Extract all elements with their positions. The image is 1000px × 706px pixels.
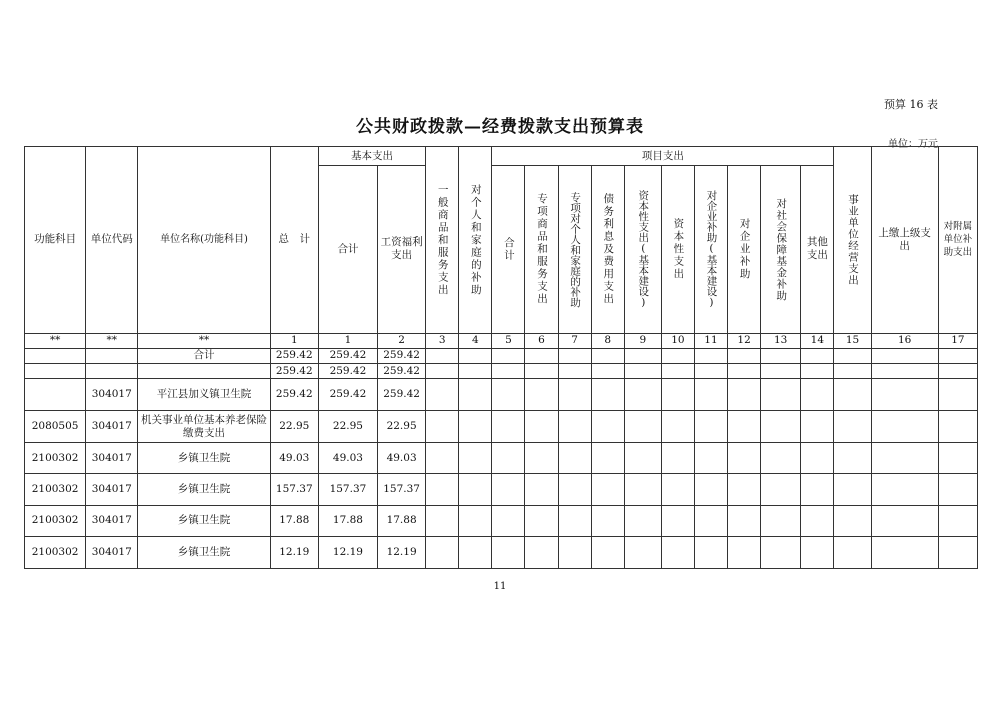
basic-sum-cell: 259.42 xyxy=(318,348,377,363)
index-cell: ** xyxy=(25,333,86,348)
index-cell: 1 xyxy=(318,333,377,348)
func-cell: 2100302 xyxy=(25,505,86,536)
index-cell: 9 xyxy=(624,333,661,348)
table-row xyxy=(25,348,978,363)
header-basic-sum: 合计 xyxy=(318,166,377,334)
table-row xyxy=(25,536,978,568)
budget-table xyxy=(24,146,978,569)
basic-sum-cell: 17.88 xyxy=(318,505,377,536)
index-cell: ** xyxy=(138,333,270,348)
index-row xyxy=(25,333,978,348)
total-cell: 22.95 xyxy=(270,411,318,443)
index-cell: 4 xyxy=(459,333,492,348)
wage-cell: 259.42 xyxy=(378,363,426,378)
index-cell: 10 xyxy=(661,333,694,348)
code-cell xyxy=(86,348,138,363)
header-personal-subsidy: 对个人和家庭的补助 xyxy=(459,147,492,334)
basic-sum-cell: 22.95 xyxy=(318,411,377,443)
header-enterprise: 对企业补助 xyxy=(728,166,761,334)
wage-cell: 22.95 xyxy=(378,411,426,443)
total-cell: 157.37 xyxy=(270,474,318,505)
index-cell: 12 xyxy=(728,333,761,348)
header-unit-name: 单位名称(功能科目) xyxy=(138,147,270,334)
func-cell: 2100302 xyxy=(25,536,86,568)
wage-cell: 259.42 xyxy=(378,379,426,411)
wage-cell: 157.37 xyxy=(378,474,426,505)
index-cell: 2 xyxy=(378,333,426,348)
code-cell: 304017 xyxy=(86,474,138,505)
func-cell: 2100302 xyxy=(25,474,86,505)
name-cell xyxy=(138,363,270,378)
wage-cell: 49.03 xyxy=(378,443,426,474)
table-row xyxy=(25,443,978,474)
name-cell: 平江县加义镇卫生院 xyxy=(138,379,270,411)
wage-cell: 17.88 xyxy=(378,505,426,536)
table-row xyxy=(25,474,978,505)
name-cell: 乡镇卫生院 xyxy=(138,536,270,568)
name-cell: 乡镇卫生院 xyxy=(138,474,270,505)
basic-sum-cell: 259.42 xyxy=(318,379,377,411)
code-cell: 304017 xyxy=(86,379,138,411)
header-special-goods: 专项商品和服务支出 xyxy=(525,166,558,334)
index-cell: 17 xyxy=(938,333,977,348)
header-capital: 资本性支出 xyxy=(661,166,694,334)
header-enterprise-basic: 对企业补助(基本建设) xyxy=(694,166,727,334)
header-other: 其他支出 xyxy=(801,166,834,334)
table-row xyxy=(25,379,978,411)
index-cell: 3 xyxy=(426,333,459,348)
func-cell xyxy=(25,379,86,411)
header-special-personal: 专项对个人和家庭的补助 xyxy=(558,166,591,334)
basic-sum-cell: 49.03 xyxy=(318,443,377,474)
header-general-goods: 一般商品和服务支出 xyxy=(426,147,459,334)
func-cell: 2100302 xyxy=(25,443,86,474)
total-cell: 259.42 xyxy=(270,348,318,363)
index-cell: 6 xyxy=(525,333,558,348)
func-cell xyxy=(25,363,86,378)
name-cell: 机关事业单位基本养老保险缴费支出 xyxy=(138,411,270,443)
name-cell: 乡镇卫生院 xyxy=(138,443,270,474)
header-debt-interest: 债务利息及费用支出 xyxy=(591,166,624,334)
index-cell: 5 xyxy=(492,333,525,348)
header-affiliate: 对附属单位补助支出 xyxy=(938,147,977,334)
index-cell: 14 xyxy=(801,333,834,348)
name-cell: 合计 xyxy=(138,348,270,363)
code-cell: 304017 xyxy=(86,443,138,474)
header-basic-expenditure: 基本支出 xyxy=(318,147,425,166)
unit-label: 单位：万元 xyxy=(888,139,938,150)
basic-sum-cell: 12.19 xyxy=(318,536,377,568)
code-cell: 304017 xyxy=(86,536,138,568)
header-operating: 事业单位经营支出 xyxy=(834,147,871,334)
total-cell: 12.19 xyxy=(270,536,318,568)
page-number: 11 xyxy=(493,581,507,592)
basic-sum-cell: 259.42 xyxy=(318,363,377,378)
table-row xyxy=(25,505,978,536)
total-cell: 17.88 xyxy=(270,505,318,536)
index-cell: 11 xyxy=(694,333,727,348)
wage-cell: 259.42 xyxy=(378,348,426,363)
index-cell: 16 xyxy=(871,333,938,348)
header-unit-code: 单位代码 xyxy=(86,147,138,334)
total-cell: 49.03 xyxy=(270,443,318,474)
index-cell: 1 xyxy=(270,333,318,348)
header-project-sum: 合计 xyxy=(492,166,525,334)
func-cell: 2080505 xyxy=(25,411,86,443)
func-cell xyxy=(25,348,86,363)
header-upper: 上缴上级支出 xyxy=(871,147,938,334)
header-func-subject: 功能科目 xyxy=(25,147,86,334)
wage-cell: 12.19 xyxy=(378,536,426,568)
index-cell: 8 xyxy=(591,333,624,348)
header-social-fund: 对社会保障基金补助 xyxy=(761,166,801,334)
index-cell: 13 xyxy=(761,333,801,348)
total-cell: 259.42 xyxy=(270,379,318,411)
header-capital-basic: 资本性支出(基本建设) xyxy=(624,166,661,334)
basic-sum-cell: 157.37 xyxy=(318,474,377,505)
header-wage: 工资福利支出 xyxy=(378,166,426,334)
code-cell: 304017 xyxy=(86,411,138,443)
page-title: 公共财政拨款—经费拨款支出预算表 xyxy=(356,117,644,137)
code-cell: 304017 xyxy=(86,505,138,536)
code-cell xyxy=(86,363,138,378)
header-project-expenditure: 项目支出 xyxy=(492,147,834,166)
name-cell: 乡镇卫生院 xyxy=(138,505,270,536)
form-number: 预算 16 表 xyxy=(884,98,938,111)
index-cell: 15 xyxy=(834,333,871,348)
index-cell: ** xyxy=(86,333,138,348)
index-cell: 7 xyxy=(558,333,591,348)
table-row xyxy=(25,363,978,378)
header-row-top xyxy=(25,147,978,166)
header-total: 总 计 xyxy=(270,147,318,334)
total-cell: 259.42 xyxy=(270,363,318,378)
table-row xyxy=(25,411,978,443)
